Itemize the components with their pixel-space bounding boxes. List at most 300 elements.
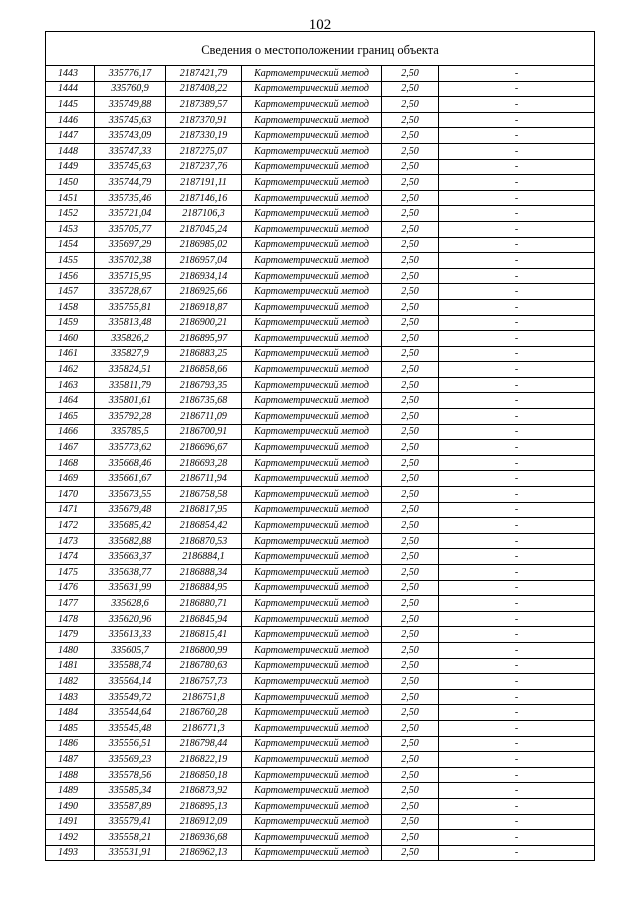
description-cell: - bbox=[439, 611, 595, 627]
table-row bbox=[46, 409, 595, 425]
table-row bbox=[46, 253, 595, 269]
accuracy-cell: 2,50 bbox=[382, 221, 439, 237]
method-cell: Картометрический метод bbox=[242, 455, 382, 471]
x-coordinate-cell: 335661,67 bbox=[95, 471, 166, 487]
accuracy-cell: 2,50 bbox=[382, 66, 439, 82]
table-row bbox=[46, 798, 595, 814]
point-number-cell: 1472 bbox=[46, 518, 95, 534]
description-cell: - bbox=[439, 66, 595, 82]
page-number: 102 bbox=[308, 17, 332, 33]
table-row bbox=[46, 175, 595, 191]
accuracy-cell: 2,50 bbox=[382, 315, 439, 331]
y-coordinate-cell: 2186817,95 bbox=[166, 502, 242, 518]
accuracy-cell: 2,50 bbox=[382, 689, 439, 705]
table-row bbox=[46, 502, 595, 518]
y-coordinate-cell: 2186757,73 bbox=[166, 674, 242, 690]
method-cell: Картометрический метод bbox=[242, 409, 382, 425]
method-cell: Картометрический метод bbox=[242, 81, 382, 97]
method-cell: Картометрический метод bbox=[242, 346, 382, 362]
point-number-cell: 1445 bbox=[46, 97, 95, 113]
description-cell: - bbox=[439, 471, 595, 487]
method-cell: Картометрический метод bbox=[242, 299, 382, 315]
point-number-cell: 1490 bbox=[46, 798, 95, 814]
description-cell: - bbox=[439, 502, 595, 518]
table-row bbox=[46, 315, 595, 331]
x-coordinate-cell: 335747,33 bbox=[95, 143, 166, 159]
method-cell: Картометрический метод bbox=[242, 424, 382, 440]
method-cell: Картометрический метод bbox=[242, 190, 382, 206]
table-row bbox=[46, 767, 595, 783]
accuracy-cell: 2,50 bbox=[382, 175, 439, 191]
description-cell: - bbox=[439, 845, 595, 861]
method-cell: Картометрический метод bbox=[242, 377, 382, 393]
description-cell: - bbox=[439, 455, 595, 471]
point-number-cell: 1477 bbox=[46, 596, 95, 612]
method-cell: Картометрический метод bbox=[242, 783, 382, 799]
point-number-cell: 1492 bbox=[46, 830, 95, 846]
table-row bbox=[46, 268, 595, 284]
description-cell: - bbox=[439, 736, 595, 752]
accuracy-cell: 2,50 bbox=[382, 455, 439, 471]
method-cell: Картометрический метод bbox=[242, 159, 382, 175]
accuracy-cell: 2,50 bbox=[382, 580, 439, 596]
accuracy-cell: 2,50 bbox=[382, 642, 439, 658]
description-cell: - bbox=[439, 393, 595, 409]
accuracy-cell: 2,50 bbox=[382, 424, 439, 440]
y-coordinate-cell: 2186934,14 bbox=[166, 268, 242, 284]
y-coordinate-cell: 2186822,19 bbox=[166, 752, 242, 768]
x-coordinate-cell: 335578,56 bbox=[95, 767, 166, 783]
description-cell: - bbox=[439, 377, 595, 393]
y-coordinate-cell: 2186735,68 bbox=[166, 393, 242, 409]
y-coordinate-cell: 2186793,35 bbox=[166, 377, 242, 393]
table-row bbox=[46, 487, 595, 503]
x-coordinate-cell: 335579,41 bbox=[95, 814, 166, 830]
accuracy-cell: 2,50 bbox=[382, 362, 439, 378]
accuracy-cell: 2,50 bbox=[382, 814, 439, 830]
point-number-cell: 1478 bbox=[46, 611, 95, 627]
description-cell: - bbox=[439, 518, 595, 534]
description-cell: - bbox=[439, 409, 595, 425]
method-cell: Картометрический метод bbox=[242, 814, 382, 830]
point-number-cell: 1473 bbox=[46, 533, 95, 549]
method-cell: Картометрический метод bbox=[242, 752, 382, 768]
y-coordinate-cell: 2186957,04 bbox=[166, 253, 242, 269]
table-row bbox=[46, 159, 595, 175]
accuracy-cell: 2,50 bbox=[382, 284, 439, 300]
y-coordinate-cell: 2186711,09 bbox=[166, 409, 242, 425]
point-number-cell: 1479 bbox=[46, 627, 95, 643]
x-coordinate-cell: 335613,33 bbox=[95, 627, 166, 643]
y-coordinate-cell: 2187389,57 bbox=[166, 97, 242, 113]
description-cell: - bbox=[439, 143, 595, 159]
accuracy-cell: 2,50 bbox=[382, 565, 439, 581]
x-coordinate-cell: 335588,74 bbox=[95, 658, 166, 674]
point-number-cell: 1489 bbox=[46, 783, 95, 799]
table-row bbox=[46, 424, 595, 440]
x-coordinate-cell: 335721,04 bbox=[95, 206, 166, 222]
accuracy-cell: 2,50 bbox=[382, 705, 439, 721]
accuracy-cell: 2,50 bbox=[382, 159, 439, 175]
table-row bbox=[46, 783, 595, 799]
table-row bbox=[46, 440, 595, 456]
accuracy-cell: 2,50 bbox=[382, 237, 439, 253]
y-coordinate-cell: 2187146,16 bbox=[166, 190, 242, 206]
accuracy-cell: 2,50 bbox=[382, 143, 439, 159]
x-coordinate-cell: 335744,79 bbox=[95, 175, 166, 191]
x-coordinate-cell: 335685,42 bbox=[95, 518, 166, 534]
y-coordinate-cell: 2186884,1 bbox=[166, 549, 242, 565]
point-number-cell: 1481 bbox=[46, 658, 95, 674]
description-cell: - bbox=[439, 424, 595, 440]
table-row bbox=[46, 128, 595, 144]
accuracy-cell: 2,50 bbox=[382, 393, 439, 409]
x-coordinate-cell: 335558,21 bbox=[95, 830, 166, 846]
y-coordinate-cell: 2186962,13 bbox=[166, 845, 242, 861]
description-cell: - bbox=[439, 299, 595, 315]
description-cell: - bbox=[439, 642, 595, 658]
table-row bbox=[46, 66, 595, 82]
description-cell: - bbox=[439, 315, 595, 331]
method-cell: Картометрический метод bbox=[242, 143, 382, 159]
y-coordinate-cell: 2186854,42 bbox=[166, 518, 242, 534]
method-cell: Картометрический метод bbox=[242, 502, 382, 518]
point-number-cell: 1491 bbox=[46, 814, 95, 830]
point-number-cell: 1465 bbox=[46, 409, 95, 425]
table-row bbox=[46, 393, 595, 409]
accuracy-cell: 2,50 bbox=[382, 502, 439, 518]
accuracy-cell: 2,50 bbox=[382, 720, 439, 736]
description-cell: - bbox=[439, 159, 595, 175]
point-number-cell: 1471 bbox=[46, 502, 95, 518]
y-coordinate-cell: 2186936,68 bbox=[166, 830, 242, 846]
description-cell: - bbox=[439, 596, 595, 612]
table-row bbox=[46, 596, 595, 612]
accuracy-cell: 2,50 bbox=[382, 112, 439, 128]
accuracy-cell: 2,50 bbox=[382, 253, 439, 269]
method-cell: Картометрический метод bbox=[242, 518, 382, 534]
description-cell: - bbox=[439, 783, 595, 799]
accuracy-cell: 2,50 bbox=[382, 128, 439, 144]
x-coordinate-cell: 335556,51 bbox=[95, 736, 166, 752]
x-coordinate-cell: 335620,96 bbox=[95, 611, 166, 627]
method-cell: Картометрический метод bbox=[242, 830, 382, 846]
x-coordinate-cell: 335638,77 bbox=[95, 565, 166, 581]
y-coordinate-cell: 2186918,87 bbox=[166, 299, 242, 315]
y-coordinate-cell: 2186760,28 bbox=[166, 705, 242, 721]
table-row bbox=[46, 830, 595, 846]
x-coordinate-cell: 335702,38 bbox=[95, 253, 166, 269]
accuracy-cell: 2,50 bbox=[382, 767, 439, 783]
table-row bbox=[46, 689, 595, 705]
x-coordinate-cell: 335705,77 bbox=[95, 221, 166, 237]
table-row bbox=[46, 705, 595, 721]
table-row bbox=[46, 720, 595, 736]
accuracy-cell: 2,50 bbox=[382, 752, 439, 768]
method-cell: Картометрический метод bbox=[242, 720, 382, 736]
y-coordinate-cell: 2186771,3 bbox=[166, 720, 242, 736]
accuracy-cell: 2,50 bbox=[382, 331, 439, 347]
point-number-cell: 1484 bbox=[46, 705, 95, 721]
description-cell: - bbox=[439, 533, 595, 549]
description-cell: - bbox=[439, 128, 595, 144]
y-coordinate-cell: 2186880,71 bbox=[166, 596, 242, 612]
method-cell: Картометрический метод bbox=[242, 284, 382, 300]
method-cell: Картометрический метод bbox=[242, 705, 382, 721]
table-row bbox=[46, 736, 595, 752]
method-cell: Картометрический метод bbox=[242, 471, 382, 487]
x-coordinate-cell: 335743,09 bbox=[95, 128, 166, 144]
point-number-cell: 1443 bbox=[46, 66, 95, 82]
table-row bbox=[46, 362, 595, 378]
table-row bbox=[46, 377, 595, 393]
x-coordinate-cell: 335801,61 bbox=[95, 393, 166, 409]
point-number-cell: 1457 bbox=[46, 284, 95, 300]
point-number-cell: 1455 bbox=[46, 253, 95, 269]
accuracy-cell: 2,50 bbox=[382, 798, 439, 814]
x-coordinate-cell: 335792,28 bbox=[95, 409, 166, 425]
description-cell: - bbox=[439, 440, 595, 456]
method-cell: Картометрический метод bbox=[242, 268, 382, 284]
method-cell: Картометрический метод bbox=[242, 565, 382, 581]
table-row bbox=[46, 549, 595, 565]
point-number-cell: 1469 bbox=[46, 471, 95, 487]
y-coordinate-cell: 2187106,3 bbox=[166, 206, 242, 222]
method-cell: Картометрический метод bbox=[242, 487, 382, 503]
point-number-cell: 1448 bbox=[46, 143, 95, 159]
accuracy-cell: 2,50 bbox=[382, 627, 439, 643]
accuracy-cell: 2,50 bbox=[382, 190, 439, 206]
y-coordinate-cell: 2186845,94 bbox=[166, 611, 242, 627]
table-row bbox=[46, 112, 595, 128]
table-row bbox=[46, 346, 595, 362]
description-cell: - bbox=[439, 689, 595, 705]
point-number-cell: 1449 bbox=[46, 159, 95, 175]
point-number-cell: 1451 bbox=[46, 190, 95, 206]
method-cell: Картометрический метод bbox=[242, 315, 382, 331]
point-number-cell: 1467 bbox=[46, 440, 95, 456]
point-number-cell: 1488 bbox=[46, 767, 95, 783]
x-coordinate-cell: 335585,34 bbox=[95, 783, 166, 799]
table-row bbox=[46, 642, 595, 658]
y-coordinate-cell: 2186912,09 bbox=[166, 814, 242, 830]
x-coordinate-cell: 335569,23 bbox=[95, 752, 166, 768]
x-coordinate-cell: 335745,63 bbox=[95, 159, 166, 175]
table-row bbox=[46, 658, 595, 674]
x-coordinate-cell: 335663,37 bbox=[95, 549, 166, 565]
accuracy-cell: 2,50 bbox=[382, 736, 439, 752]
accuracy-cell: 2,50 bbox=[382, 674, 439, 690]
x-coordinate-cell: 335564,14 bbox=[95, 674, 166, 690]
x-coordinate-cell: 335749,88 bbox=[95, 97, 166, 113]
accuracy-cell: 2,50 bbox=[382, 346, 439, 362]
accuracy-cell: 2,50 bbox=[382, 268, 439, 284]
description-cell: - bbox=[439, 253, 595, 269]
description-cell: - bbox=[439, 658, 595, 674]
method-cell: Картометрический метод bbox=[242, 549, 382, 565]
table-row bbox=[46, 206, 595, 222]
method-cell: Картометрический метод bbox=[242, 128, 382, 144]
table-row bbox=[46, 237, 595, 253]
point-number-cell: 1482 bbox=[46, 674, 95, 690]
table-row bbox=[46, 471, 595, 487]
method-cell: Картометрический метод bbox=[242, 611, 382, 627]
table-row bbox=[46, 143, 595, 159]
table-row bbox=[46, 299, 595, 315]
table-row bbox=[46, 97, 595, 113]
method-cell: Картометрический метод bbox=[242, 658, 382, 674]
description-cell: - bbox=[439, 752, 595, 768]
method-cell: Картометрический метод bbox=[242, 580, 382, 596]
accuracy-cell: 2,50 bbox=[382, 518, 439, 534]
y-coordinate-cell: 2186700,91 bbox=[166, 424, 242, 440]
method-cell: Картометрический метод bbox=[242, 253, 382, 269]
y-coordinate-cell: 2186800,99 bbox=[166, 642, 242, 658]
description-cell: - bbox=[439, 362, 595, 378]
description-cell: - bbox=[439, 268, 595, 284]
y-coordinate-cell: 2186711,94 bbox=[166, 471, 242, 487]
x-coordinate-cell: 335826,2 bbox=[95, 331, 166, 347]
table-row bbox=[46, 814, 595, 830]
y-coordinate-cell: 2186815,41 bbox=[166, 627, 242, 643]
point-number-cell: 1459 bbox=[46, 315, 95, 331]
x-coordinate-cell: 335545,48 bbox=[95, 720, 166, 736]
section-title: Сведения о местоположении границ объекта bbox=[46, 32, 595, 66]
description-cell: - bbox=[439, 705, 595, 721]
table-row bbox=[46, 81, 595, 97]
description-cell: - bbox=[439, 284, 595, 300]
x-coordinate-cell: 335811,79 bbox=[95, 377, 166, 393]
table-row bbox=[46, 565, 595, 581]
table-row bbox=[46, 752, 595, 768]
point-number-cell: 1483 bbox=[46, 689, 95, 705]
point-number-cell: 1475 bbox=[46, 565, 95, 581]
x-coordinate-cell: 335587,89 bbox=[95, 798, 166, 814]
accuracy-cell: 2,50 bbox=[382, 596, 439, 612]
point-number-cell: 1461 bbox=[46, 346, 95, 362]
method-cell: Картометрический метод bbox=[242, 596, 382, 612]
method-cell: Картометрический метод bbox=[242, 533, 382, 549]
method-cell: Картометрический метод bbox=[242, 767, 382, 783]
accuracy-cell: 2,50 bbox=[382, 830, 439, 846]
y-coordinate-cell: 2186895,97 bbox=[166, 331, 242, 347]
description-cell: - bbox=[439, 830, 595, 846]
accuracy-cell: 2,50 bbox=[382, 377, 439, 393]
y-coordinate-cell: 2186884,95 bbox=[166, 580, 242, 596]
description-cell: - bbox=[439, 346, 595, 362]
method-cell: Картометрический метод bbox=[242, 112, 382, 128]
y-coordinate-cell: 2186798,44 bbox=[166, 736, 242, 752]
point-number-cell: 1466 bbox=[46, 424, 95, 440]
x-coordinate-cell: 335668,46 bbox=[95, 455, 166, 471]
table-row bbox=[46, 284, 595, 300]
description-cell: - bbox=[439, 720, 595, 736]
y-coordinate-cell: 2187330,19 bbox=[166, 128, 242, 144]
method-cell: Картометрический метод bbox=[242, 642, 382, 658]
y-coordinate-cell: 2187237,76 bbox=[166, 159, 242, 175]
method-cell: Картометрический метод bbox=[242, 66, 382, 82]
description-cell: - bbox=[439, 112, 595, 128]
x-coordinate-cell: 335673,55 bbox=[95, 487, 166, 503]
point-number-cell: 1450 bbox=[46, 175, 95, 191]
table-row bbox=[46, 627, 595, 643]
method-cell: Картометрический метод bbox=[242, 206, 382, 222]
accuracy-cell: 2,50 bbox=[382, 409, 439, 425]
table-row bbox=[46, 221, 595, 237]
accuracy-cell: 2,50 bbox=[382, 783, 439, 799]
description-cell: - bbox=[439, 627, 595, 643]
point-number-cell: 1486 bbox=[46, 736, 95, 752]
description-cell: - bbox=[439, 487, 595, 503]
method-cell: Картометрический метод bbox=[242, 237, 382, 253]
description-cell: - bbox=[439, 814, 595, 830]
point-number-cell: 1458 bbox=[46, 299, 95, 315]
table-row bbox=[46, 845, 595, 861]
point-number-cell: 1454 bbox=[46, 237, 95, 253]
accuracy-cell: 2,50 bbox=[382, 845, 439, 861]
x-coordinate-cell: 335760,9 bbox=[95, 81, 166, 97]
y-coordinate-cell: 2186883,25 bbox=[166, 346, 242, 362]
table-row bbox=[46, 518, 595, 534]
method-cell: Картометрический метод bbox=[242, 627, 382, 643]
y-coordinate-cell: 2186693,28 bbox=[166, 455, 242, 471]
point-number-cell: 1487 bbox=[46, 752, 95, 768]
x-coordinate-cell: 335776,17 bbox=[95, 66, 166, 82]
boundary-coordinates-table bbox=[45, 31, 595, 861]
point-number-cell: 1480 bbox=[46, 642, 95, 658]
x-coordinate-cell: 335549,72 bbox=[95, 689, 166, 705]
description-cell: - bbox=[439, 237, 595, 253]
description-cell: - bbox=[439, 81, 595, 97]
accuracy-cell: 2,50 bbox=[382, 206, 439, 222]
x-coordinate-cell: 335745,63 bbox=[95, 112, 166, 128]
table-row bbox=[46, 580, 595, 596]
y-coordinate-cell: 2186696,67 bbox=[166, 440, 242, 456]
y-coordinate-cell: 2186985,02 bbox=[166, 237, 242, 253]
y-coordinate-cell: 2186751,8 bbox=[166, 689, 242, 705]
point-number-cell: 1485 bbox=[46, 720, 95, 736]
y-coordinate-cell: 2186888,34 bbox=[166, 565, 242, 581]
method-cell: Картометрический метод bbox=[242, 674, 382, 690]
point-number-cell: 1493 bbox=[46, 845, 95, 861]
x-coordinate-cell: 335531,91 bbox=[95, 845, 166, 861]
table-row bbox=[46, 331, 595, 347]
point-number-cell: 1452 bbox=[46, 206, 95, 222]
x-coordinate-cell: 335827,9 bbox=[95, 346, 166, 362]
x-coordinate-cell: 335715,95 bbox=[95, 268, 166, 284]
accuracy-cell: 2,50 bbox=[382, 658, 439, 674]
y-coordinate-cell: 2187408,22 bbox=[166, 81, 242, 97]
x-coordinate-cell: 335824,51 bbox=[95, 362, 166, 378]
point-number-cell: 1447 bbox=[46, 128, 95, 144]
description-cell: - bbox=[439, 175, 595, 191]
point-number-cell: 1476 bbox=[46, 580, 95, 596]
accuracy-cell: 2,50 bbox=[382, 611, 439, 627]
table-row bbox=[46, 190, 595, 206]
x-coordinate-cell: 335605,7 bbox=[95, 642, 166, 658]
table-row bbox=[46, 455, 595, 471]
x-coordinate-cell: 335682,88 bbox=[95, 533, 166, 549]
x-coordinate-cell: 335785,5 bbox=[95, 424, 166, 440]
point-number-cell: 1468 bbox=[46, 455, 95, 471]
table-title-row bbox=[46, 32, 595, 66]
description-cell: - bbox=[439, 798, 595, 814]
accuracy-cell: 2,50 bbox=[382, 440, 439, 456]
description-cell: - bbox=[439, 221, 595, 237]
method-cell: Картометрический метод bbox=[242, 362, 382, 378]
y-coordinate-cell: 2186780,63 bbox=[166, 658, 242, 674]
y-coordinate-cell: 2186895,13 bbox=[166, 798, 242, 814]
